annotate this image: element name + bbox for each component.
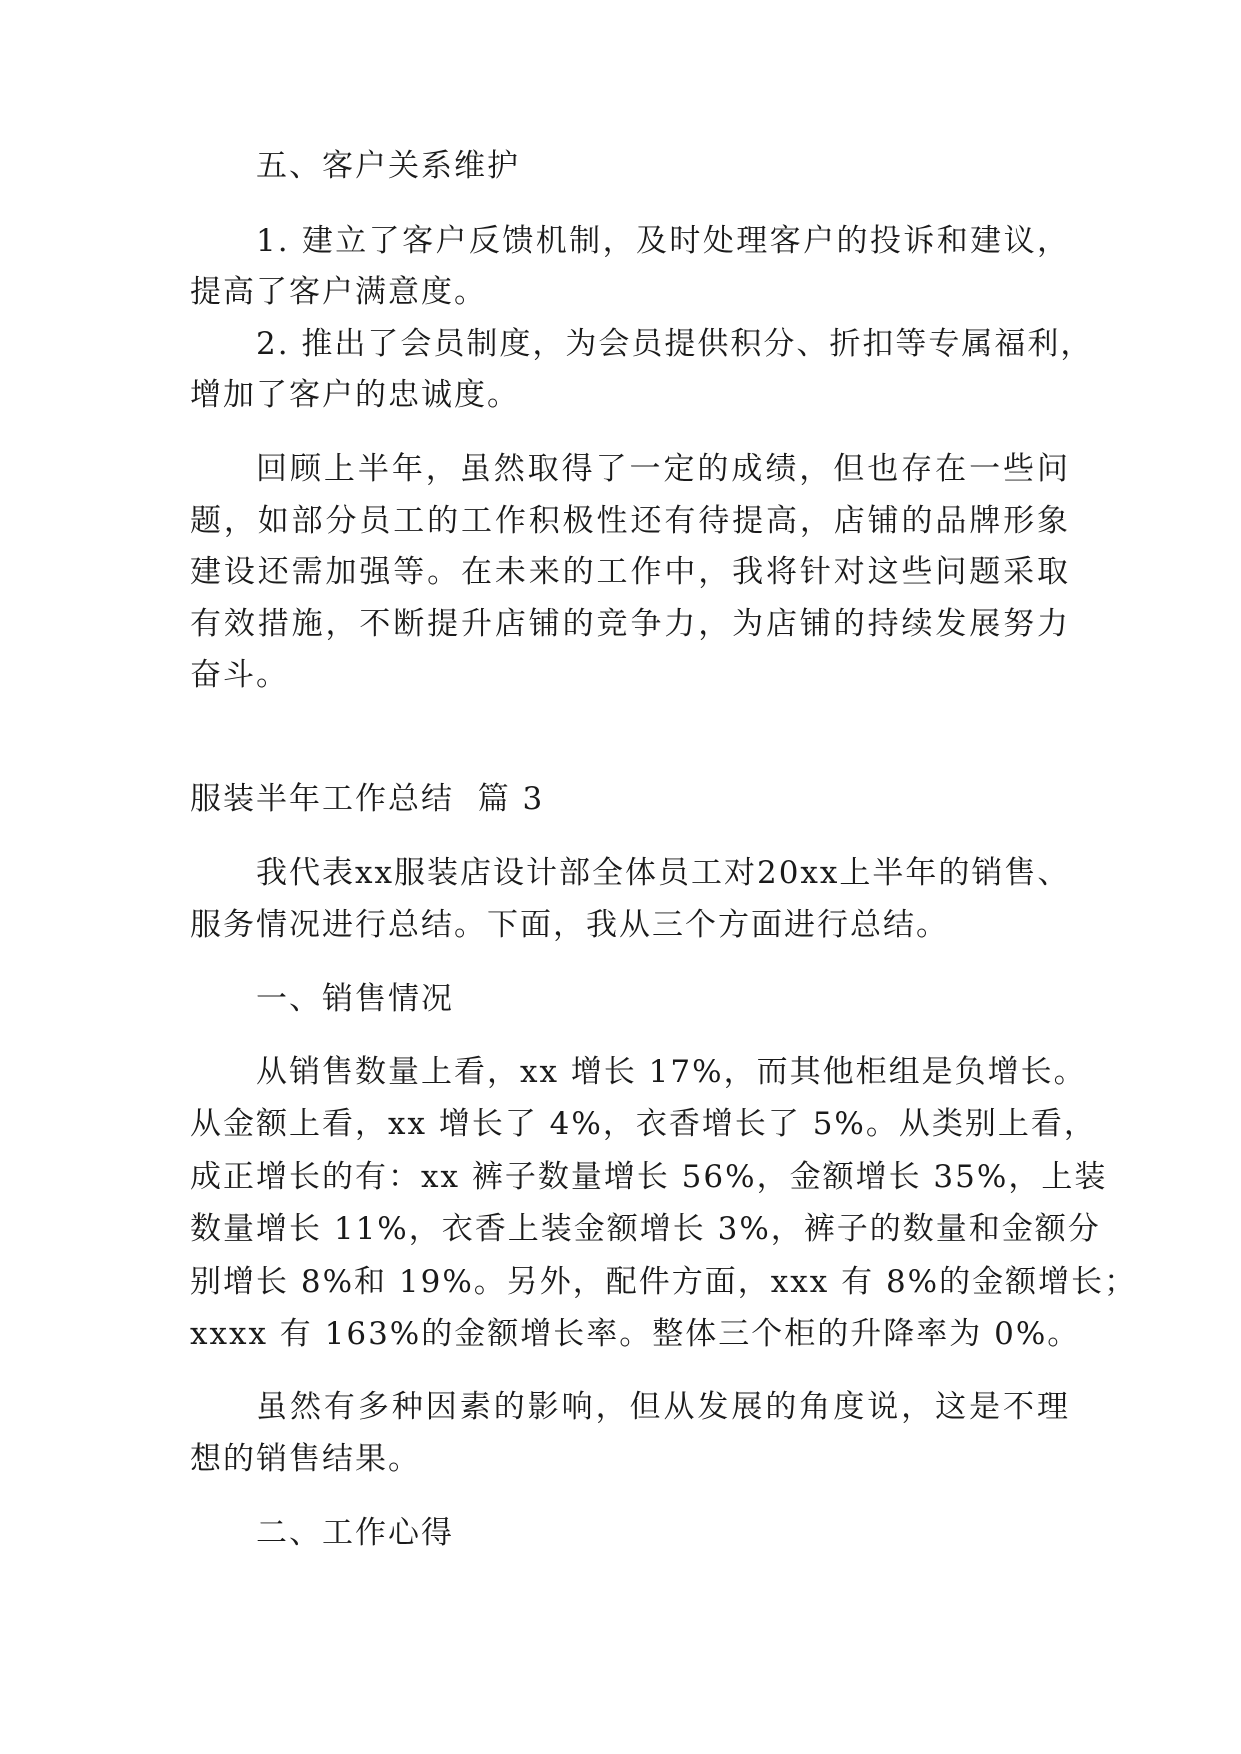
paragraph-line: 别增长 8%和 19%。另外，配件方面，xxx 有 8%的金额增长； <box>190 1264 1138 1300</box>
paragraph-line: 从销售数量上看，xx 增长 17%，而其他柜组是负增长。 <box>256 1054 1087 1090</box>
paragraph-line: 服务情况进行总结。下面，我从三个方面进行总结。 <box>190 907 949 943</box>
paragraph-line: 我代表xx服装店设计部全体员工对20xx上半年的销售、 <box>256 855 1071 891</box>
article-title: 服装半年工作总结 篇 3 <box>190 781 545 817</box>
section-heading: 五、客户关系维护 <box>256 148 520 184</box>
paragraph-line: 2. 推出了会员制度，为会员提供积分、折扣等专属福利， <box>256 326 1094 362</box>
section-heading: 一、销售情况 <box>256 981 454 1017</box>
paragraph-line: 虽然有多种因素的影响，但从发展的角度说，这是不理 <box>256 1389 1070 1425</box>
paragraph-line: 回顾上半年，虽然取得了一定的成绩，但也存在一些问 <box>256 451 1070 487</box>
paragraph-line: 题，如部分员工的工作积极性还有待提高，店铺的品牌形象 <box>190 503 1070 539</box>
paragraph-line: 提高了客户满意度。 <box>190 274 487 310</box>
paragraph-line: 建设还需加强等。在未来的工作中，我将针对这些问题采取 <box>190 554 1070 590</box>
paragraph-line: 奋斗。 <box>190 657 289 693</box>
paragraph-line: xxxx 有 163%的金额增长率。整体三个柜的升降率为 0%。 <box>190 1316 1081 1352</box>
paragraph-line: 从金额上看，xx 增长了 4%，衣香增长了 5%。从类别上看， <box>190 1106 1097 1142</box>
paragraph-line: 想的销售结果。 <box>190 1441 421 1477</box>
paragraph-line: 1. 建立了客户反馈机制，及时处理客户的投诉和建议， <box>256 223 1070 259</box>
paragraph-line: 数量增长 11%，衣香上装金额增长 3%，裤子的数量和金额分 <box>190 1211 1101 1247</box>
paragraph-line: 成正增长的有：xx 裤子数量增长 56%，金额增长 35%，上装 <box>190 1159 1108 1195</box>
paragraph-line: 有效措施，不断提升店铺的竞争力，为店铺的持续发展努力 <box>190 606 1070 642</box>
paragraph-line: 增加了客户的忠诚度。 <box>190 377 520 413</box>
section-heading: 二、工作心得 <box>256 1515 454 1551</box>
